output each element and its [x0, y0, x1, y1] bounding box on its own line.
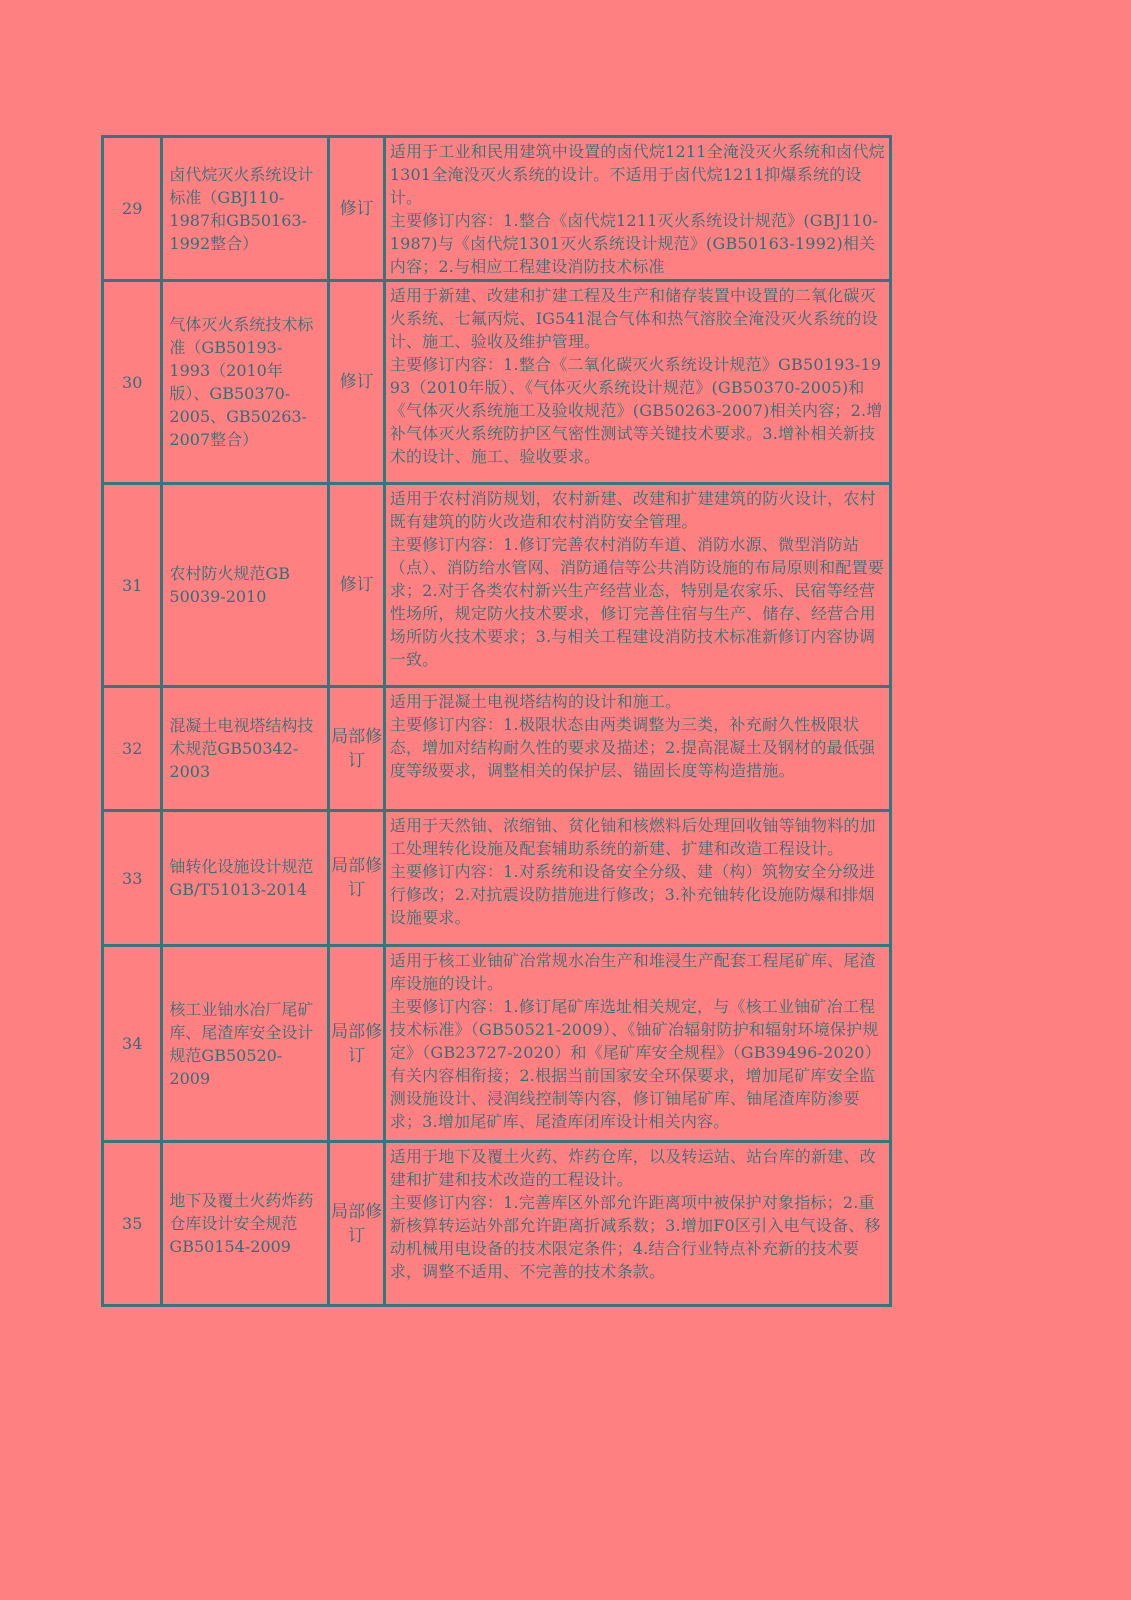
scope-text: 适用于核工业铀矿冶常规水冶生产和堆浸生产配套工程尾矿库、尾渣库设施的设计。 [389, 950, 876, 993]
revision-type: 局部修订 [331, 856, 383, 900]
revision-type: 局部修订 [331, 726, 383, 771]
revision-type: 修订 [339, 372, 374, 392]
standard-name: 气体灭火系统技术标准（GB50193-1993（2010年版）、GB50370-2005、GB50263-2007整合） [169, 315, 314, 449]
row-number: 35 [122, 1214, 143, 1233]
standard-name-cell [162, 687, 329, 811]
row-number: 30 [122, 372, 143, 392]
description-cell [384, 137, 890, 281]
scope-text: 适用于工业和民用建筑中设置的卤代烷1211全淹没灭火系统和卤代烷1301全淹没灭火系统的设计。不适用于卤代烷1211抑爆系统的设计。 [389, 141, 885, 207]
revision-type-cell [329, 946, 384, 1142]
standards-table [101, 135, 892, 1307]
standard-name: 混凝土电视塔结构技术规范GB50342-2003 [169, 716, 314, 781]
row-number: 34 [122, 1034, 143, 1053]
row-number-cell [103, 811, 162, 946]
description-text [390, 284, 886, 481]
description-cell [384, 484, 890, 687]
description-text [390, 814, 886, 943]
standard-name-cell [162, 281, 329, 484]
standard-name: 地下及覆土火药炸药仓库设计安全规范GB50154-2009 [169, 1191, 314, 1256]
table-row [103, 1142, 891, 1306]
revision-type: 局部修订 [331, 1201, 383, 1246]
row-number-cell [103, 1142, 162, 1306]
revision-type: 局部修订 [331, 1021, 383, 1066]
row-number: 32 [122, 739, 143, 758]
description-cell [384, 281, 890, 484]
revision-content-text: 主要修订内容：1.完善库区外部允许距离项中被保护对象指标；2.重新核算转运站外部允许距离折减系数；3.增加F0区引入电气设备、移动机械用电设备的技术限定条件；4.结合行业特点补充新的技术要求，调整不适用、不完善的技术条款。 [389, 1192, 881, 1281]
description-cell [384, 687, 890, 811]
row-number-cell [103, 484, 162, 687]
table-row [103, 811, 891, 946]
standard-name: 核工业铀水冶厂尾矿库、尾渣库安全设计规范GB50520-2009 [169, 999, 314, 1088]
scope-text: 适用于农村消防规划，农村新建、改建和扩建建筑的防火设计，农村既有建筑的防火改造和农村消防安全管理。 [389, 488, 876, 531]
row-number-cell [103, 687, 162, 811]
standard-name-cell [162, 946, 329, 1142]
standard-name: 卤代烷灭火系统设计标准（GBJ110-1987和GB50163-1992整合） [169, 164, 314, 253]
row-number-cell [103, 137, 162, 281]
row-number: 33 [122, 868, 143, 888]
revision-type-cell [329, 137, 384, 281]
standard-name-cell [162, 137, 329, 281]
revision-content-text: 主要修订内容：1.对系统和设备安全分级、建（构）筑物安全分级进行修改；2.对抗震设防措施进行修改；3.补充铀转化设施防爆和排烟设施要求。 [389, 861, 876, 927]
revision-content-text: 主要修订内容：1.极限状态由两类调整为三类，补充耐久性极限状态，增加对结构耐久性的要求及描述；2.提高混凝土及钢材的最低强度等级要求，调整相关的保护层、锚固长度等构造措施。 [389, 714, 876, 780]
scope-text: 适用于新建、改建和扩建工程及生产和储存装置中设置的二氧化碳灭火系统、七氟丙烷、IG541混合气体和热气溶胶全淹没灭火系统的设计、施工、验收及维护管理。 [389, 285, 878, 351]
row-number: 29 [122, 199, 143, 218]
scope-text: 适用于天然铀、浓缩铀、贫化铀和核燃料后处理回收铀等铀物料的加工处理转化设施及配套辅助系统的新建、扩建和改造工程设计。 [389, 815, 876, 858]
standard-name-cell [162, 1142, 329, 1306]
standard-name-cell [162, 484, 329, 687]
standard-name: 铀转化设施设计规范GB/T51013-2014 [169, 857, 314, 899]
revision-type-cell [329, 1142, 384, 1306]
row-number: 31 [122, 575, 143, 595]
table-row [103, 281, 891, 484]
revision-content-text: 主要修订内容：1.修订完善农村消防车道、消防水源、微型消防站（点）、消防给水管网、消防通信等公共消防设施的布局原则和配置要求；2.对于各类农村新兴生产经营业态，特别是农家乐、民宿等经营性场所，规定防火技术要求，修订完善住宿与生产、储存、经营合用场所防火技术要求；3.与相关工程建设消防技术标准新修订内容协调一致。 [389, 534, 884, 669]
standard-name-cell [162, 811, 329, 946]
revision-type-cell [329, 484, 384, 687]
description-text [390, 1145, 886, 1303]
scope-text: 适用于地下及覆土火药、炸药仓库，以及转运站、站台库的新建、改建和扩建和技术改造的工程设计。 [389, 1146, 876, 1189]
standard-name: 农村防火规范GB 50039-2010 [169, 564, 290, 606]
description-cell [384, 946, 890, 1142]
table-row [103, 687, 891, 811]
revision-type-cell [329, 811, 384, 946]
description-text [390, 140, 886, 278]
revision-type-cell [329, 281, 384, 484]
table-row [103, 946, 891, 1142]
scope-text: 适用于混凝土电视塔结构的设计和施工。 [389, 691, 682, 711]
table-row [103, 484, 891, 687]
row-number-cell [103, 281, 162, 484]
revision-content-text: 主要修订内容：1.整合《二氧化碳灭火系统设计规范》GB50193-1993（2010年版）、《气体灭火系统设计规范》(GB50370-2005)和《气体灭火系统施工及验收规范》(GB50263-2007)相关内容；2.增补气体灭火系统防护区气密性测试等关键技术要求。3.增补相关新技术的设计、施工、验收要求。 [389, 354, 883, 466]
row-number-cell [103, 946, 162, 1142]
revision-type: 修订 [339, 575, 374, 595]
description-text [390, 487, 886, 684]
revision-content-text: 主要修订内容：1.修订尾矿库选址相关规定，与《核工业铀矿冶工程技术标准》（GB50521-2009）、《铀矿冶辐射防护和辐射环境保护规定》（GB23727-2020）和《尾矿库安全规程》（GB39496-2020）有关内容相衔接；2.根据当前国家安全环保要求，增加尾矿库安全监测设施设计、浸润线控制等内容，修订铀尾矿库、铀尾渣库防渗要求；3.增加尾矿库、尾渣库闭库设计相关内容。 [389, 996, 881, 1131]
description-text [390, 949, 886, 1139]
description-cell [384, 1142, 890, 1306]
revision-type: 修订 [339, 198, 374, 219]
description-text [390, 690, 886, 808]
revision-content-text: 主要修订内容：1.整合《卤代烷1211灭火系统设计规范》(GBJ110-1987)与《卤代烷1301灭火系统设计规范》(GB50163-1992)相关内容；2.与相应工程建设消防技术标准 [389, 210, 879, 276]
table-row [103, 137, 891, 281]
revision-type-cell [329, 687, 384, 811]
description-cell [384, 811, 890, 946]
